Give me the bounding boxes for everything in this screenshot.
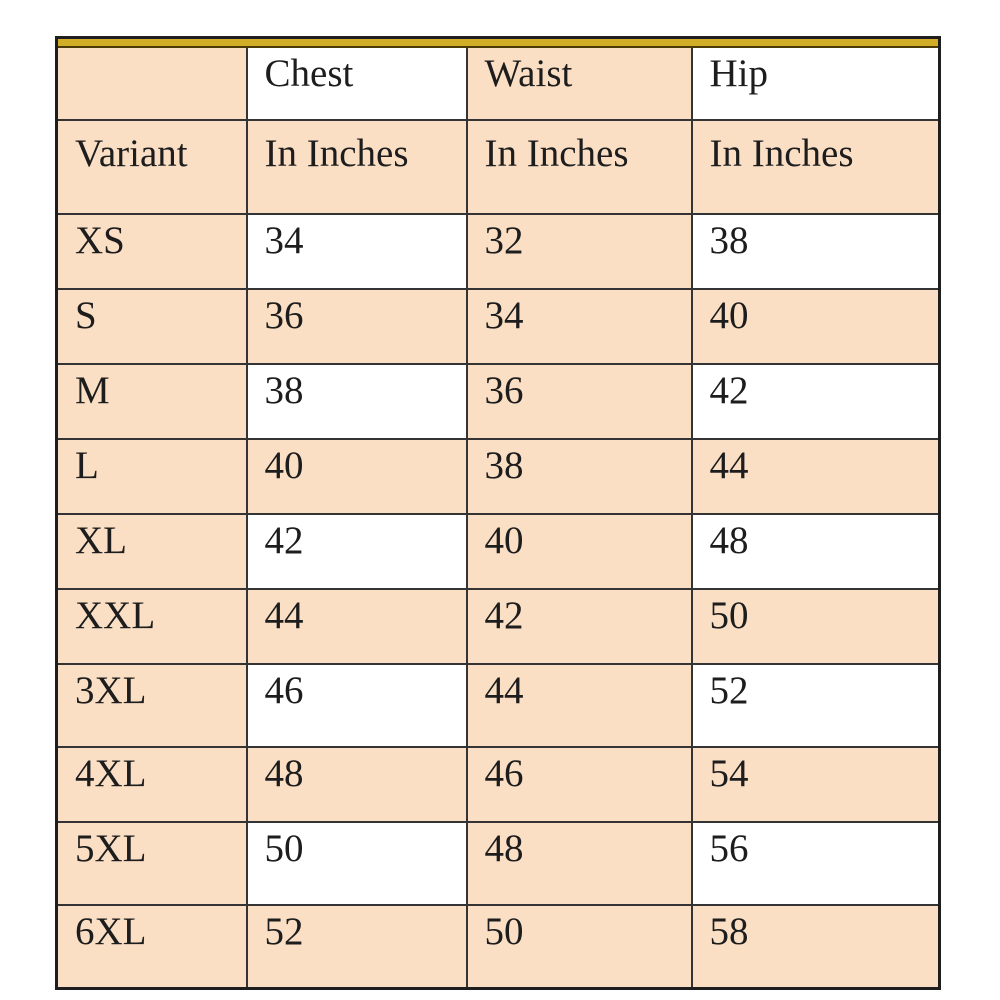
hip-cell: 58 [692,905,940,989]
subheader-waist-units: In Inches [467,120,692,214]
chest-cell: 36 [247,289,467,364]
hip-cell: 52 [692,664,940,747]
waist-cell: 36 [467,364,692,439]
variant-cell: 4XL [57,747,247,822]
chest-cell: 38 [247,364,467,439]
table-row-s [57,289,940,364]
chest-cell: 48 [247,747,467,822]
subheader-variant: Variant [57,120,247,214]
header-hip: Hip [692,47,940,120]
waist-cell: 48 [467,822,692,905]
header-blank-cell [57,47,247,120]
variant-cell: 6XL [57,905,247,989]
hip-cell: 40 [692,289,940,364]
waist-cell: 40 [467,514,692,589]
chest-cell: 40 [247,439,467,514]
waist-cell: 50 [467,905,692,989]
hip-cell: 54 [692,747,940,822]
subheader-row [57,120,940,214]
chest-cell: 50 [247,822,467,905]
hip-cell: 56 [692,822,940,905]
variant-cell: S [57,289,247,364]
accent-stripe [57,38,940,48]
waist-cell: 34 [467,289,692,364]
hip-cell: 44 [692,439,940,514]
waist-cell: 38 [467,439,692,514]
subheader-chest-units: In Inches [247,120,467,214]
variant-cell: XXL [57,589,247,664]
hip-cell: 50 [692,589,940,664]
subheader-hip-units: In Inches [692,120,940,214]
variant-cell: XL [57,514,247,589]
waist-cell: 46 [467,747,692,822]
variant-cell: XS [57,214,247,289]
table-row-xl [57,514,940,589]
size-chart-table [55,36,941,990]
header-waist: Waist [467,47,692,120]
header-chest: Chest [247,47,467,120]
chest-cell: 46 [247,664,467,747]
table-row-l [57,439,940,514]
table-row-6xl [57,905,940,989]
header-row [57,47,940,120]
accent-stripe-bar [57,38,940,48]
table-row-m [57,364,940,439]
hip-cell: 42 [692,364,940,439]
chest-cell: 52 [247,905,467,989]
variant-cell: 5XL [57,822,247,905]
table-row-5xl [57,822,940,905]
chest-cell: 42 [247,514,467,589]
variant-cell: 3XL [57,664,247,747]
variant-cell: M [57,364,247,439]
size-chart [55,36,941,990]
table-row-4xl [57,747,940,822]
table-row-xxl [57,589,940,664]
waist-cell: 42 [467,589,692,664]
waist-cell: 32 [467,214,692,289]
hip-cell: 38 [692,214,940,289]
hip-cell: 48 [692,514,940,589]
chest-cell: 34 [247,214,467,289]
chest-cell: 44 [247,589,467,664]
variant-cell: L [57,439,247,514]
waist-cell: 44 [467,664,692,747]
table-row-xs [57,214,940,289]
table-row-3xl [57,664,940,747]
